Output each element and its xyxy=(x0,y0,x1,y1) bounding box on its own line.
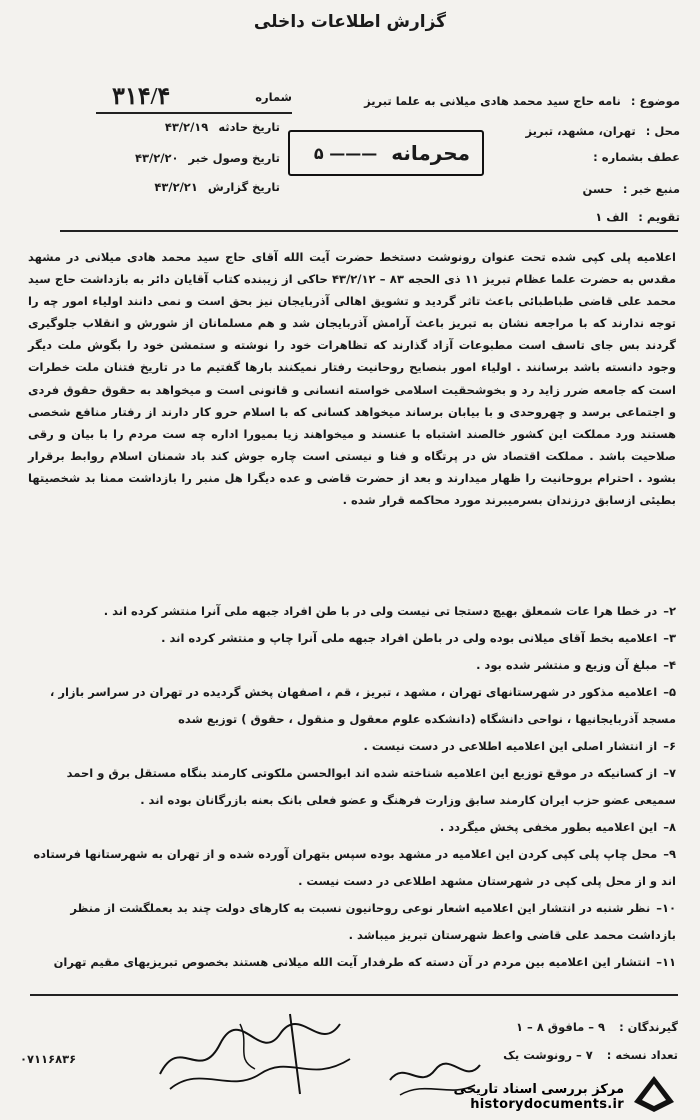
list-item: ۸–این اعلامیه بطور مخفی پخش میگردد . xyxy=(439,820,676,834)
list-item: ۶–از انتشار اصلی این اعلامیه اطلاعی در دست نیست . xyxy=(363,739,676,753)
page-title: گزارش اطلاعات داخلی xyxy=(253,12,447,32)
report-date-label: تاریخ گزارش xyxy=(207,180,280,194)
event-date-line xyxy=(165,120,280,134)
list-item: ۹–محل چاپ پلی کپی کردن این اعلامیه در مشهد بوده سپس بتهران آورده شده و از تهران به شهرستانها فرستاده اند و از محل پلی کپی در شهرستان مشهد اطلاعی در دست نیست . xyxy=(33,847,676,888)
source-line: منبع خبر : حسن xyxy=(582,182,680,196)
watermark-fa: مرکز بررسی اسناد تاریخی xyxy=(453,1082,624,1097)
confidential-stamp xyxy=(288,130,484,176)
event-date-label: تاریخ حادثه xyxy=(218,120,280,134)
list-item: ۵–اعلامیه مذکور در شهرستانهای تهران ، مشهد ، تبریز ، قم ، اصفهان پخش گردیده در تهران در سراسر بازار ، مسجد آذربایجانیها ، نواحی دانشگاه (دانشکده علوم معقول و منقول ، حقوق ) توزیع شده xyxy=(50,685,676,726)
copies-label: تعداد نسخه xyxy=(615,1048,678,1062)
list-item: ۳–اعلامیه بخط آقای میلانی بوده ولی در باطن افراد جبهه ملی آنرا چاپ و منتشر کرده اند . xyxy=(161,631,676,645)
stamp-text: محرمانه xyxy=(391,141,470,165)
list-item: ۱۱–انتشار این اعلامیه بین مردم در آن دسته که طرفدار آیت الله میلانی هستند بخصوص تبریزیهای مقیم تهران xyxy=(53,955,676,969)
list-item: ۴–مبلغ آن وزیع و منتشر شده بود . xyxy=(476,658,676,672)
divider xyxy=(96,112,292,114)
recipients-line: گیرندگان : ۹ – مافوق ۸ – ۱ xyxy=(515,1020,678,1034)
watermark-en: historydocuments.ir xyxy=(470,1097,624,1112)
location-value: تهران، مشهد، تبریز xyxy=(525,124,636,138)
source-label: منبع خبر xyxy=(631,182,680,196)
location-line: محل : تهران، مشهد، تبریز xyxy=(525,124,680,138)
handwritten-signature xyxy=(140,1004,370,1100)
footer-divider xyxy=(30,994,678,996)
list-item: ۱۰–نظر شنبه در انتشار این اعلامیه اشعار نوعی روحانیون نسبت به کارهای دولت چند بد بعملگشت از منظر بازداشت محمد علی قاضی واعظ شهرستان تبریز میباشد . xyxy=(70,901,676,942)
body-paragraph: اعلامیه پلی کپی شده تحت عنوان رونوشت دستخط حضرت آیت الله آقای حاج سید محمد هادی میلانی در مشهد مقدس به حضرت علما عظام تبریز ۱۱ ذی الحجه ۸۳ – ۴۳/۲/۱۲ حاکی از زیبنده کتاب آقایان دائر به بازداشت حاج سید محمد علی قاضی طباطبائی باعث تاثر گردید و تشویق اهالی آذربایجان نیز بحق است و نمی دانند اولیاء امور چه را توجه ندارند که با مراجعه نشان به تبریز باعث آرامش آذربایجان شد و هم مسلمانان از شورش و انقلاب جلوگیری گردند بس جای تاسف است مطبوعات آزاد گذارند که تظاهرات خود را نوشته و ستمشن خود را بگوش ملت دیگر وجود دانسته باشد برسانند . اولیاء امور بنصایح روحانیت رفتار نمیکنند بارها گفتیم ما در تاریخ فتنان ملت خطرات است که جامعه ضرر زاید رد و بخوشحقیت اسلامی خواسته انسانی و قانونی است و میخواهد به حقوق حقوق فردی و اجتماعی برسد و چهروحدی و با بیابان برساند میخواهد کسانی که با اسلام حرو کار دارند از رفتار منافع شخصی هستند ورد مملکت این کشور خالصند اشتباه با عنسند و میخواهند زیا بمیورا اداره چه ست مردم را با بیان و رقی صلاحیت باشد . مملکت اقتصاد ش در پرتگاه و فنا و نیستی است چاره جوش کند باد شمنان اسلام روابط برقرار بشود . احترام بروحانیت را ظهار میدارند و بعد از حضرت قاضی و عده دیگرا هل منبر را بازداشت ممنا بد شخصیتها بطیئی ازسابق درزندان بسرمیبرند مورد محاکمه قرار شده . xyxy=(28,250,677,508)
report-items xyxy=(28,598,676,976)
file-number: ۰۷۱۱۶۸۳۶ xyxy=(20,1052,77,1066)
receipt-date-label: تاریخ وصول خبر xyxy=(188,151,280,165)
copies-value: ۷ – رونوشت یک xyxy=(503,1048,593,1062)
subject-value: نامه حاج سید محمد هادی میلانی به علما تبریز xyxy=(364,94,621,108)
receipt-date-value: ۴۳/۲/۲۰ xyxy=(135,151,179,165)
watermark xyxy=(454,1082,625,1112)
grade-label: تقویم xyxy=(646,210,680,224)
recipients-value: ۹ – مافوق ۸ – ۱ xyxy=(515,1020,606,1034)
doc-number-value: ۳۱۴/۴ xyxy=(112,84,171,110)
list-item: ۷–از کسانیکه در موقع توزیع این اعلامیه شناخته شده اند ابوالحسن ملکوتی کارمند بنگاه مستقل برق و احمد سمیعی عضو حزب ایران کارمند سابق وزارت فرهنگ و عضو فعلی بانک بعنه بازرگانان بوده اند . xyxy=(66,766,676,807)
header-divider xyxy=(60,230,678,232)
grade-value: الف ۱ xyxy=(595,210,629,224)
event-date-value: ۴۳/۲/۱۹ xyxy=(164,120,209,134)
report-date-line xyxy=(154,180,280,194)
copies-line: تعداد نسخه : ۷ – رونوشت یک xyxy=(503,1048,678,1062)
stamp-dash: ——— ۵ xyxy=(313,143,378,163)
doc-number-line xyxy=(255,90,292,104)
reference-label: عطف بشماره xyxy=(601,150,680,164)
grade-line: تقویم : الف ۱ xyxy=(595,210,680,224)
report-date-value: ۴۳/۲/۲۱ xyxy=(154,180,198,194)
receipt-date-line xyxy=(135,151,280,165)
report-body xyxy=(28,246,676,511)
list-item: ۲–در خطا هرا عات شمعلق بهیچ دستجا تی نیست ولی در با طن افراد جبهه ملی آنرا منتشر کرده اند . xyxy=(103,604,676,618)
archive-logo-icon xyxy=(630,1072,678,1114)
reference-line: عطف بشماره : xyxy=(593,150,680,164)
subject-line: موضوع : نامه حاج سید محمد هادی میلانی به علما تبریز xyxy=(364,94,680,108)
doc-number-label: شماره xyxy=(255,90,292,104)
source-value: حسن xyxy=(582,182,613,196)
subject-label: موضوع xyxy=(639,94,680,108)
recipients-label: گیرندگان xyxy=(627,1020,678,1034)
location-label: محل xyxy=(654,124,680,138)
